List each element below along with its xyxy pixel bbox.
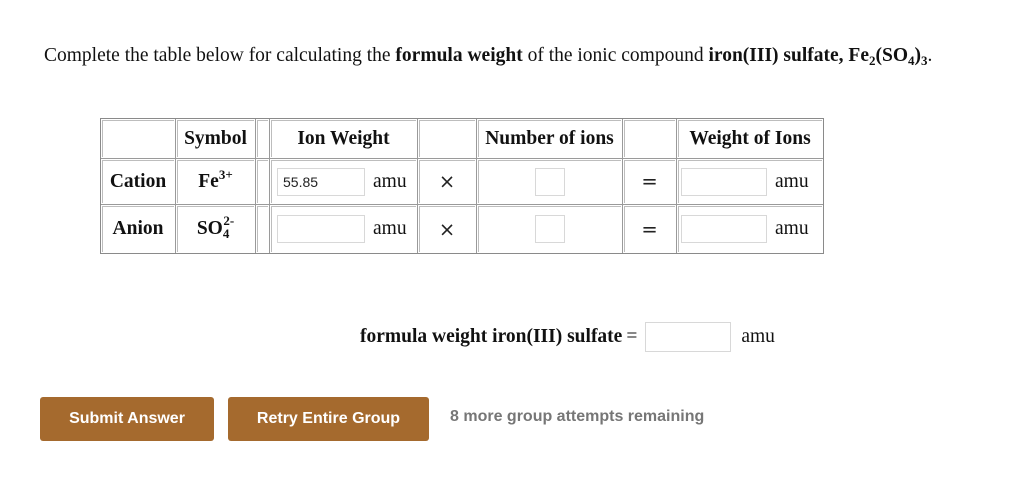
ion-weight-header: Ion Weight <box>270 119 418 159</box>
attempts-remaining-text: 8 more group attempts remaining <box>450 408 705 425</box>
calculation-table <box>100 118 824 254</box>
table-header-row <box>101 119 823 159</box>
weight-of-ions-cell-cation <box>677 159 823 205</box>
weight-of-ions-input-cation[interactable] <box>681 168 767 196</box>
number-of-ions-input-cation[interactable] <box>535 168 565 196</box>
retry-group-button[interactable]: Retry Entire Group <box>228 397 429 441</box>
ion-weight-cell-cation <box>270 159 418 205</box>
spacer-cell <box>256 159 270 205</box>
question-part: of the ionic compound <box>522 45 709 66</box>
question-part: Complete the table below for calculating the <box>44 45 396 66</box>
symbol-header: Symbol <box>176 119 256 159</box>
row-label-cation: Cation <box>101 159 176 205</box>
times-operator: × <box>418 159 477 205</box>
equals-sign: = <box>626 326 638 347</box>
weight-of-ions-header: Weight of Ions <box>677 119 823 159</box>
weight-of-ions-input-anion[interactable] <box>681 215 767 243</box>
unit-label: amu <box>775 170 809 192</box>
ion-weight-cell-anion <box>270 205 418 253</box>
spacer-cell <box>256 119 270 159</box>
weight-of-ions-cell-anion <box>677 205 823 253</box>
equals-operator: = <box>623 205 677 253</box>
times-operator: × <box>418 205 477 253</box>
unit-label: amu <box>775 218 809 239</box>
unit-label: amu <box>373 218 407 239</box>
empty-header-cell <box>101 119 176 159</box>
row-label-anion: Anion <box>101 205 176 253</box>
number-of-ions-cell-cation <box>477 159 623 205</box>
submit-answer-button[interactable]: Submit Answer <box>40 397 214 441</box>
number-of-ions-input-anion[interactable] <box>535 215 565 243</box>
ion-weight-input-anion[interactable] <box>277 215 365 243</box>
question-text: Complete the table below for calculating the formula weight of the ionic compound iron(III) sulfate, $Fe_2(SO_4)_3$. <box>44 45 933 68</box>
number-of-ions-header: Number of ions <box>477 119 623 159</box>
equals-operator: = <box>623 159 677 205</box>
spacer-cell <box>256 205 270 253</box>
formula-weight-unit: amu <box>741 326 775 347</box>
symbol-cation: $Fe^{3+}$ <box>176 159 256 205</box>
operator-header-cell <box>418 119 477 159</box>
compound-name: iron(III) sulfate, $Fe_2(SO_4)_3$ <box>708 45 928 68</box>
ion-weight-input-cation[interactable]: 55.85 <box>277 168 365 196</box>
unit-label: amu <box>373 170 407 192</box>
symbol-anion: $SO_4^{2-}$ <box>176 205 256 253</box>
operator-header-cell <box>623 119 677 159</box>
table-row-anion <box>101 205 823 253</box>
formula-weight-input[interactable] <box>645 322 731 352</box>
number-of-ions-cell-anion <box>477 205 623 253</box>
formula-weight-row <box>360 322 775 352</box>
formula-weight-label: formula weight iron(III) sulfate <box>360 326 623 347</box>
table-row-cation <box>101 159 823 205</box>
question-term: formula weight <box>395 45 523 66</box>
